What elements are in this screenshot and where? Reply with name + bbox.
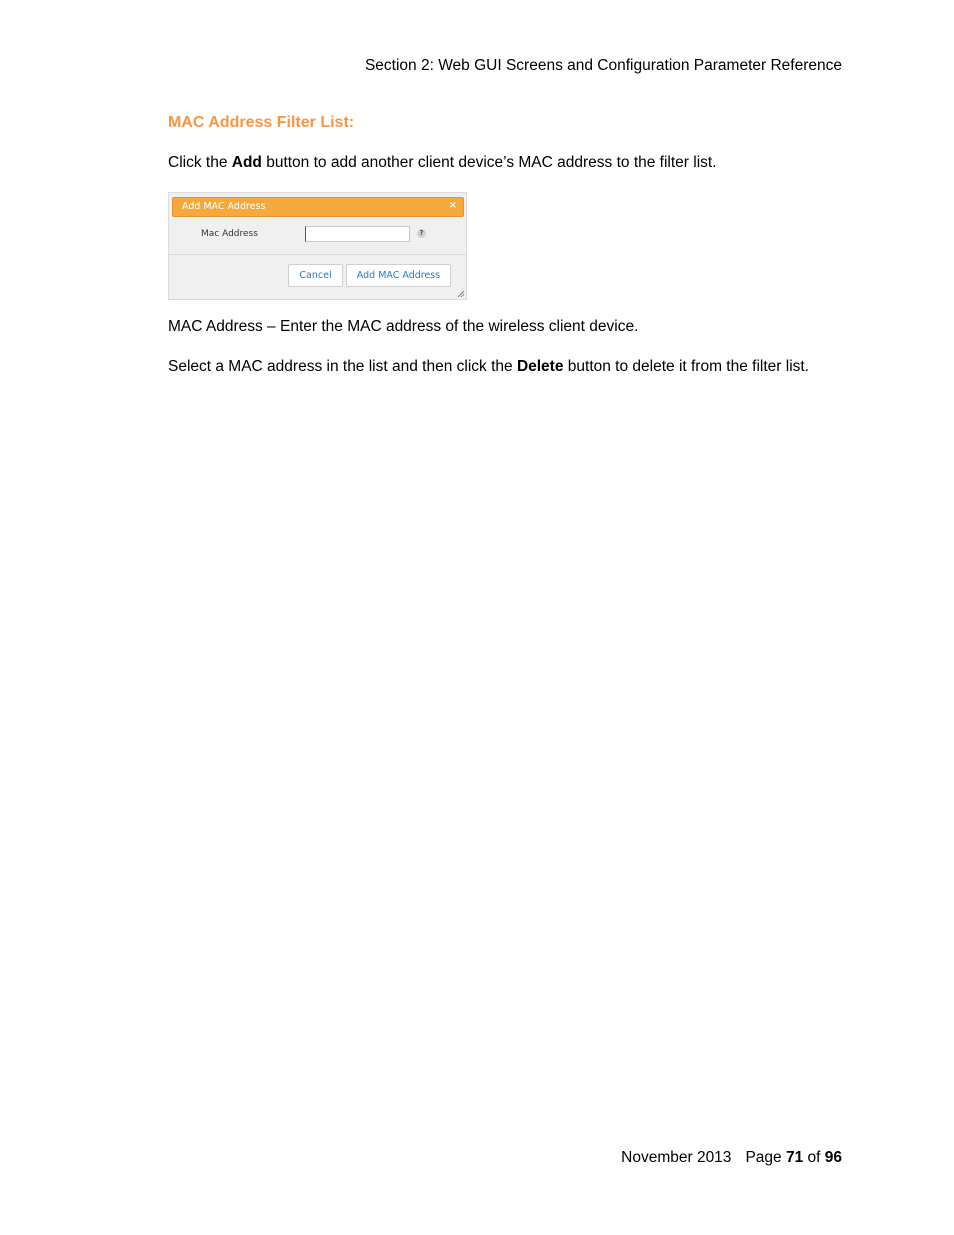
add-mac-address-button[interactable]: Add MAC Address [346,264,451,287]
resize-handle-icon[interactable] [458,291,464,297]
mac-address-input[interactable] [305,226,410,242]
page-header [365,57,842,75]
dialog-title: Add MAC Address [182,201,266,212]
p1-text-after: button to add another client device’s MAC address to the filter list. [261,154,717,171]
close-icon[interactable]: × [448,200,457,211]
section-title: Section 2: Web GUI Screens and Configuration Parameter Reference [364,57,842,74]
p3-bold-delete: Delete [516,358,564,375]
p1-bold-add: Add [231,154,262,171]
section-heading: MAC Address Filter List: [168,114,355,131]
dialog-titlebar[interactable] [172,197,464,217]
footer-page-label: Page [745,1149,786,1166]
paragraph-add-instructions [168,154,717,172]
page-footer [621,1149,842,1167]
cancel-button[interactable]: Cancel [288,264,343,287]
p3-text-after: button to delete it from the filter list. [563,358,810,375]
paragraph-mac-address-description: MAC Address – Enter the MAC address of the wireless client device. [168,318,639,335]
footer-page-total: 96 [824,1149,842,1166]
footer-of-label: of [803,1149,825,1166]
help-icon[interactable]: ? [417,229,426,238]
dialog-divider [169,254,466,255]
mac-address-label: Mac Address [201,229,258,239]
p1-text-before: Click the [168,154,232,171]
footer-page-current: 71 [785,1149,804,1166]
p3-text-before: Select a MAC address in the list and then click the [168,358,517,375]
add-mac-address-dialog [168,192,467,300]
paragraph-delete-instructions [168,358,809,376]
footer-date: November 2013 [621,1149,732,1166]
